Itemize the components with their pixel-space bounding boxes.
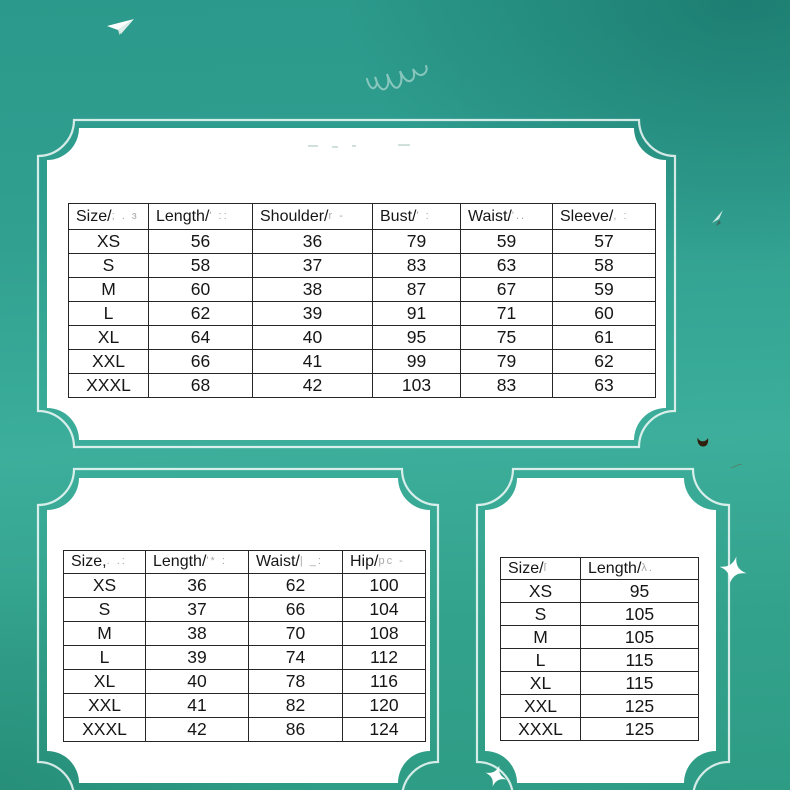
- table-cell: 115: [581, 672, 699, 695]
- table-cell: 68: [149, 374, 253, 398]
- table-cell: 41: [146, 694, 249, 718]
- table-cell: 115: [581, 649, 699, 672]
- table-cell: 57: [553, 230, 656, 254]
- bottom-right-size-table: [500, 557, 699, 741]
- table-cell: 99: [373, 350, 461, 374]
- table-cell: M: [69, 278, 149, 302]
- bottom-left-size-table-wrap: [63, 550, 426, 742]
- table-cell: 63: [461, 254, 553, 278]
- paper-plane-icon: [107, 19, 134, 35]
- top-size-table: [68, 203, 656, 398]
- table-cell: L: [501, 649, 581, 672]
- table-cell: 71: [461, 302, 553, 326]
- table-row: [69, 350, 656, 374]
- table-row: [501, 649, 699, 672]
- table-cell: XS: [69, 230, 149, 254]
- table-cell: 62: [149, 302, 253, 326]
- top-size-table-wrap: [68, 203, 656, 398]
- table-cell: 56: [149, 230, 253, 254]
- column-header: Size/ſ: [501, 558, 581, 580]
- table-row: [69, 326, 656, 350]
- table-cell: 95: [581, 580, 699, 603]
- table-row: [64, 646, 426, 670]
- table-cell: 60: [553, 302, 656, 326]
- bottom-right-size-table-wrap: [500, 557, 699, 741]
- table-cell: 38: [253, 278, 373, 302]
- table-cell: 42: [253, 374, 373, 398]
- table-cell: XS: [501, 580, 581, 603]
- table-row: [501, 603, 699, 626]
- table-cell: XXL: [64, 694, 146, 718]
- table-cell: 79: [373, 230, 461, 254]
- table-cell: S: [64, 598, 146, 622]
- dart-doodle-icon: [712, 210, 723, 226]
- table-row: [64, 598, 426, 622]
- table-cell: S: [501, 603, 581, 626]
- column-header: Waist/| _:: [249, 551, 343, 574]
- table-cell: 62: [553, 350, 656, 374]
- table-cell: M: [501, 626, 581, 649]
- sparkle-icon-large: [716, 553, 750, 587]
- table-cell: S: [69, 254, 149, 278]
- column-header: Length/'* :: [146, 551, 249, 574]
- column-header: Shoulder/r -: [253, 204, 373, 230]
- table-cell: 116: [343, 670, 426, 694]
- table-cell: 79: [461, 350, 553, 374]
- table-cell: 120: [343, 694, 426, 718]
- table-cell: 66: [149, 350, 253, 374]
- table-row: [501, 580, 699, 603]
- column-header: Sleeve/, :: [553, 204, 656, 230]
- table-cell: M: [64, 622, 146, 646]
- table-cell: 58: [149, 254, 253, 278]
- table-row: [69, 374, 656, 398]
- erased-label-remnant: pc -: [378, 555, 405, 567]
- table-cell: XL: [64, 670, 146, 694]
- table-cell: 67: [461, 278, 553, 302]
- table-cell: 39: [146, 646, 249, 670]
- table-cell: 74: [249, 646, 343, 670]
- table-cell: 104: [343, 598, 426, 622]
- table-row: [501, 695, 699, 718]
- table-cell: 91: [373, 302, 461, 326]
- table-cell: 61: [553, 326, 656, 350]
- table-row: [64, 694, 426, 718]
- table-cell: 75: [461, 326, 553, 350]
- table-cell: 108: [343, 622, 426, 646]
- erased-label-remnant: ſ: [543, 561, 549, 574]
- table-row: [501, 672, 699, 695]
- table-cell: 83: [373, 254, 461, 278]
- table-cell: XL: [501, 672, 581, 695]
- table-row: [69, 254, 656, 278]
- table-cell: 62: [249, 574, 343, 598]
- table-cell: 59: [461, 230, 553, 254]
- table-cell: 58: [553, 254, 656, 278]
- table-cell: 124: [343, 718, 426, 742]
- table-row: [501, 718, 699, 741]
- table-cell: 42: [146, 718, 249, 742]
- table-row: [64, 718, 426, 742]
- table-cell: L: [64, 646, 146, 670]
- erased-label-remnant: | _:: [299, 555, 323, 567]
- table-cell: XS: [64, 574, 146, 598]
- column-header: Bust/' :: [373, 204, 461, 230]
- table-cell: 100: [343, 574, 426, 598]
- table-cell: 40: [146, 670, 249, 694]
- scratch-mark: [731, 464, 742, 468]
- table-cell: 70: [249, 622, 343, 646]
- table-cell: 82: [249, 694, 343, 718]
- table-cell: 103: [373, 374, 461, 398]
- table-cell: 63: [553, 374, 656, 398]
- table-cell: L: [69, 302, 149, 326]
- column-header: Waist/'..: [461, 204, 553, 230]
- table-cell: 87: [373, 278, 461, 302]
- table-cell: 95: [373, 326, 461, 350]
- header-row: [69, 204, 656, 230]
- table-cell: 60: [149, 278, 253, 302]
- column-header: Size,. .:: [64, 551, 146, 574]
- table-cell: 39: [253, 302, 373, 326]
- table-cell: 66: [249, 598, 343, 622]
- table-cell: 36: [253, 230, 373, 254]
- table-cell: XXL: [501, 695, 581, 718]
- table-cell: XXL: [69, 350, 149, 374]
- erased-label-remnant: '..: [511, 209, 527, 222]
- table-cell: 38: [146, 622, 249, 646]
- erased-label-remnant: ' ::: [209, 209, 229, 222]
- table-cell: 112: [343, 646, 426, 670]
- table-cell: XXXL: [64, 718, 146, 742]
- table-cell: XXXL: [501, 718, 581, 741]
- erased-label-remnant: , :: [613, 209, 629, 222]
- erased-label-remnant: λ.: [641, 561, 654, 574]
- table-row: [64, 622, 426, 646]
- table-row: [69, 230, 656, 254]
- column-header: Length/' ::: [149, 204, 253, 230]
- table-row: [501, 626, 699, 649]
- table-cell: XXXL: [69, 374, 149, 398]
- column-header: Length/λ.: [581, 558, 699, 580]
- column-header: Size/; . ɜ: [69, 204, 149, 230]
- ink-speck-mark: [697, 438, 708, 447]
- erased-label-remnant: ' :: [416, 209, 431, 222]
- table-row: [69, 278, 656, 302]
- table-cell: 59: [553, 278, 656, 302]
- table-cell: 105: [581, 603, 699, 626]
- header-row: [64, 551, 426, 574]
- table-cell: 83: [461, 374, 553, 398]
- table-row: [64, 670, 426, 694]
- table-cell: 86: [249, 718, 343, 742]
- table-row: [69, 302, 656, 326]
- table-row: [64, 574, 426, 598]
- table-cell: 105: [581, 626, 699, 649]
- table-cell: 125: [581, 695, 699, 718]
- squiggle-doodle-icon: [367, 66, 427, 89]
- erased-label-remnant: . .:: [106, 555, 127, 567]
- erased-label-remnant: '* :: [206, 555, 227, 567]
- table-cell: 37: [146, 598, 249, 622]
- table-cell: 36: [146, 574, 249, 598]
- bottom-left-size-table: [63, 550, 426, 742]
- table-cell: 37: [253, 254, 373, 278]
- table-cell: 40: [253, 326, 373, 350]
- table-cell: 41: [253, 350, 373, 374]
- column-header: Hip/pc -: [343, 551, 426, 574]
- table-cell: 64: [149, 326, 253, 350]
- table-cell: XL: [69, 326, 149, 350]
- header-row: [501, 558, 699, 580]
- table-cell: 78: [249, 670, 343, 694]
- table-cell: 125: [581, 718, 699, 741]
- erased-label-remnant: ; . ɜ: [111, 209, 139, 222]
- erased-label-remnant: r -: [328, 209, 345, 222]
